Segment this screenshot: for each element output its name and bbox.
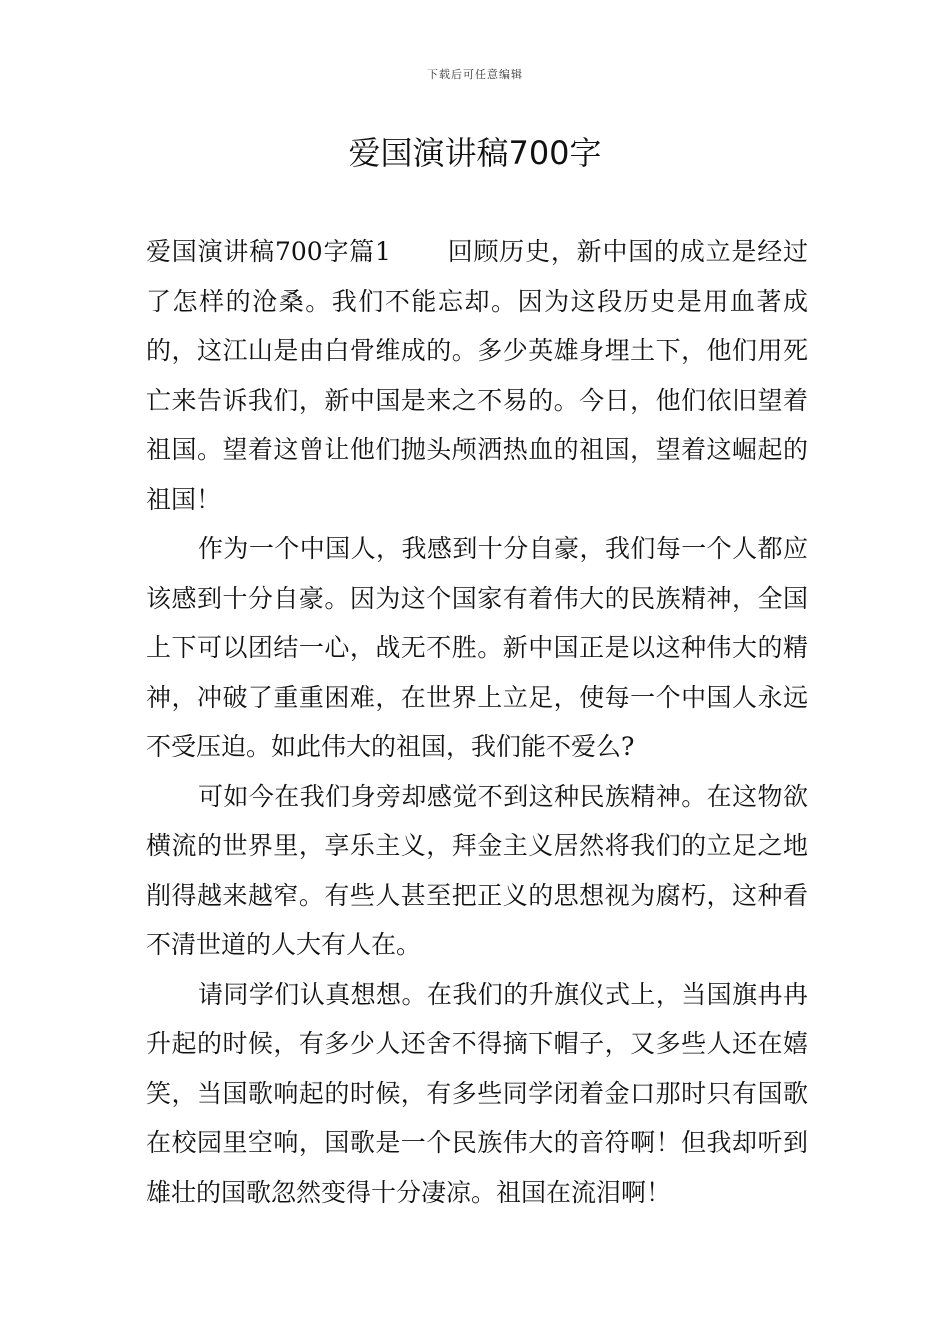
paragraph-4: 请同学们认真想想。在我们的升旗仪式上，当国旗冉冉升起的时候，有多少人还舍不得摘下帽子，又多些人还在嬉笑，当国歌响起的时候，有多些同学闭着金口那时只有国歌在校园里空响，国歌是一个民族伟大的音符啊！但我却听到雄壮的国歌忽然变得十分凄凉。祖国在流泪啊！ [146,979,808,1207]
document-body [146,227,808,1217]
section-label: 爱国演讲稿700字篇1 [146,237,391,266]
paragraph-3: 可如今在我们身旁却感觉不到这种民族精神。在这物欲横流的世界里，享乐主义，拜金主义居然将我们的立足之地削得越来越窄。有些人甚至把正义的思想视为腐朽，这种看不清世道的人大有人在。 [146,781,808,959]
document-title: 爱国演讲稿700字 [348,134,602,172]
paragraph-1 [146,227,808,524]
header-note: 下载后可任意编辑 [427,68,523,81]
paragraph-2: 作为一个中国人，我感到十分自豪，我们每一个人都应该感到十分自豪。因为这个国家有着伟大的民族精神，全国上下可以团结一心，战无不胜。新中国正是以这种伟大的精神，冲破了重重困难，在世界上立足，使每一个中国人永远不受压迫。如此伟大的祖国，我们能不爱么? [146,534,808,761]
paragraph-1-text: 回顾历史，新中国的成立是经过了怎样的沧桑。我们不能忘却。因为这段历史是用血著成的，这江山是由白骨维成的。多少英雄身埋土下，他们用死亡来告诉我们，新中国是来之不易的。今日，他们依旧望着祖国。望着这曾让他们抛头颅洒热血的祖国，望着这崛起的祖国！ [146,237,808,514]
